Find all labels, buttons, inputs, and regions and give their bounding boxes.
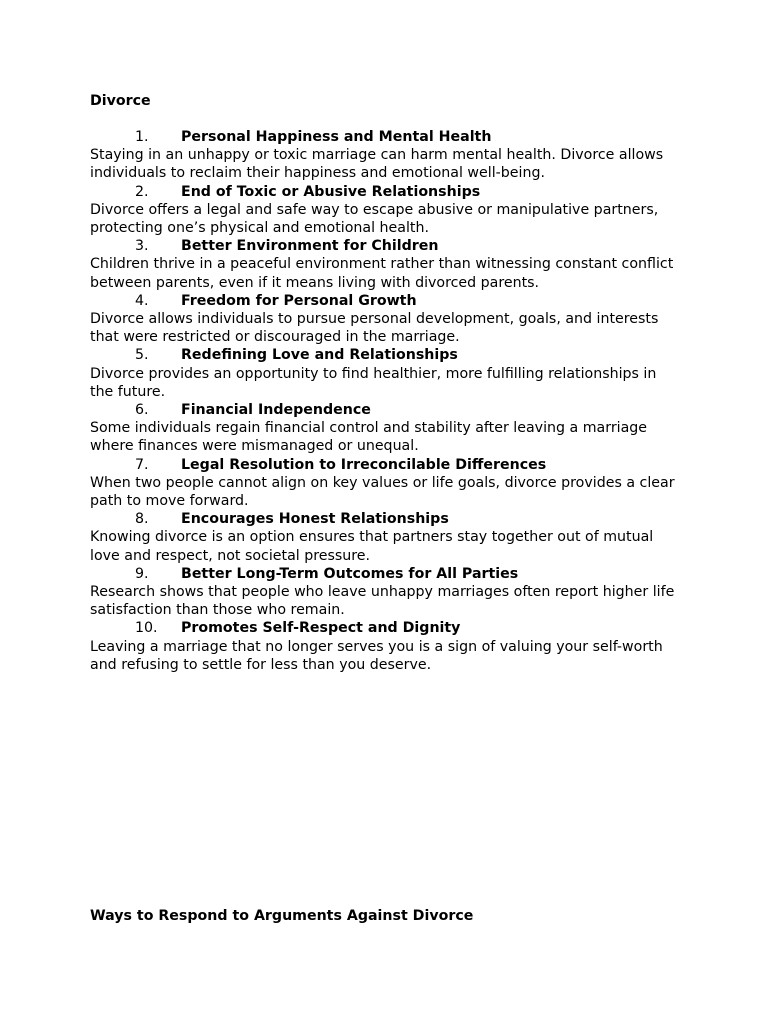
item-number: 8. bbox=[135, 511, 149, 528]
item-number: 2. bbox=[135, 183, 149, 200]
item-number: 5. bbox=[135, 347, 149, 364]
item-header bbox=[90, 456, 690, 474]
item-header bbox=[90, 237, 690, 255]
list-item bbox=[90, 346, 690, 401]
item-number: 10. bbox=[135, 620, 158, 637]
item-heading: Financial Independence bbox=[181, 401, 371, 418]
item-heading: Better Environment for Children bbox=[181, 238, 439, 255]
list-item bbox=[90, 510, 690, 565]
item-header bbox=[90, 510, 690, 528]
item-heading: Redefining Love and Relationships bbox=[181, 347, 458, 364]
item-heading: Personal Happiness and Mental Health bbox=[181, 129, 492, 145]
item-header bbox=[90, 346, 690, 364]
item-body: Divorce allows individuals to pursue personal development, goals, and interests that were restricted or discouraged in the marriage. bbox=[90, 310, 659, 346]
item-body: When two people cannot align on key values or life goals, divorce provides a clear path to move forward. bbox=[90, 474, 675, 509]
item-body: Knowing divorce is an option ensures that partners stay together out of mutual love and respect, not societal pressure. bbox=[90, 529, 654, 564]
item-number: 7. bbox=[135, 456, 149, 473]
item-body: Divorce provides an opportunity to find healthier, more fulfilling relationships in the future. bbox=[90, 365, 657, 400]
list-item bbox=[90, 456, 690, 511]
item-number: 4. bbox=[135, 292, 149, 309]
document-title: Divorce bbox=[90, 93, 151, 109]
item-heading: Promotes Self-Respect and Dignity bbox=[181, 620, 461, 637]
item-number: 6. bbox=[135, 401, 149, 418]
item-header bbox=[90, 128, 690, 146]
item-header bbox=[90, 401, 690, 419]
item-body: Staying in an unhappy or toxic marriage can harm mental health. Divorce allows individuals to reclaim their happiness and emotional well-being. bbox=[90, 147, 664, 182]
item-header bbox=[90, 619, 690, 637]
item-header bbox=[90, 565, 690, 583]
list-item bbox=[90, 183, 690, 238]
item-body: Divorce offers a legal and safe way to escape abusive or manipulative partners, protecting one’s physical and emotional health. bbox=[90, 201, 659, 236]
list-item bbox=[90, 401, 690, 456]
item-body: Children thrive in a peaceful environment rather than witnessing constant conflict between parents, even if it means living with divorced parents. bbox=[90, 256, 674, 291]
item-heading: Encourages Honest Relationships bbox=[181, 511, 449, 528]
item-number: 1. bbox=[135, 129, 149, 145]
item-heading: End of Toxic or Abusive Relationships bbox=[181, 183, 481, 200]
item-body: Leaving a marriage that no longer serves you is a sign of valuing your self-worth and refusing to settle for less than you deserve. bbox=[90, 638, 663, 673]
item-heading: Better Long-Term Outcomes for All Parties bbox=[181, 565, 519, 582]
item-header bbox=[90, 183, 690, 201]
list-item bbox=[90, 128, 690, 183]
item-header bbox=[90, 292, 690, 310]
reasons-list bbox=[90, 128, 690, 674]
list-item bbox=[90, 565, 690, 620]
item-heading: Freedom for Personal Growth bbox=[181, 292, 417, 309]
list-item bbox=[90, 292, 690, 347]
item-number: 9. bbox=[135, 565, 149, 582]
item-body: Some individuals regain financial control and stability after leaving a marriage where finances were mismanaged or unequal. bbox=[90, 420, 648, 455]
item-body: Research shows that people who leave unhappy marriages often report higher life satisfaction than those who remain. bbox=[90, 583, 675, 619]
item-heading: Legal Resolution to Irreconcilable Differences bbox=[181, 456, 547, 473]
section-heading: Ways to Respond to Arguments Against Divorce bbox=[90, 908, 474, 924]
item-number: 3. bbox=[135, 238, 149, 255]
list-item bbox=[90, 619, 690, 674]
list-item bbox=[90, 237, 690, 292]
